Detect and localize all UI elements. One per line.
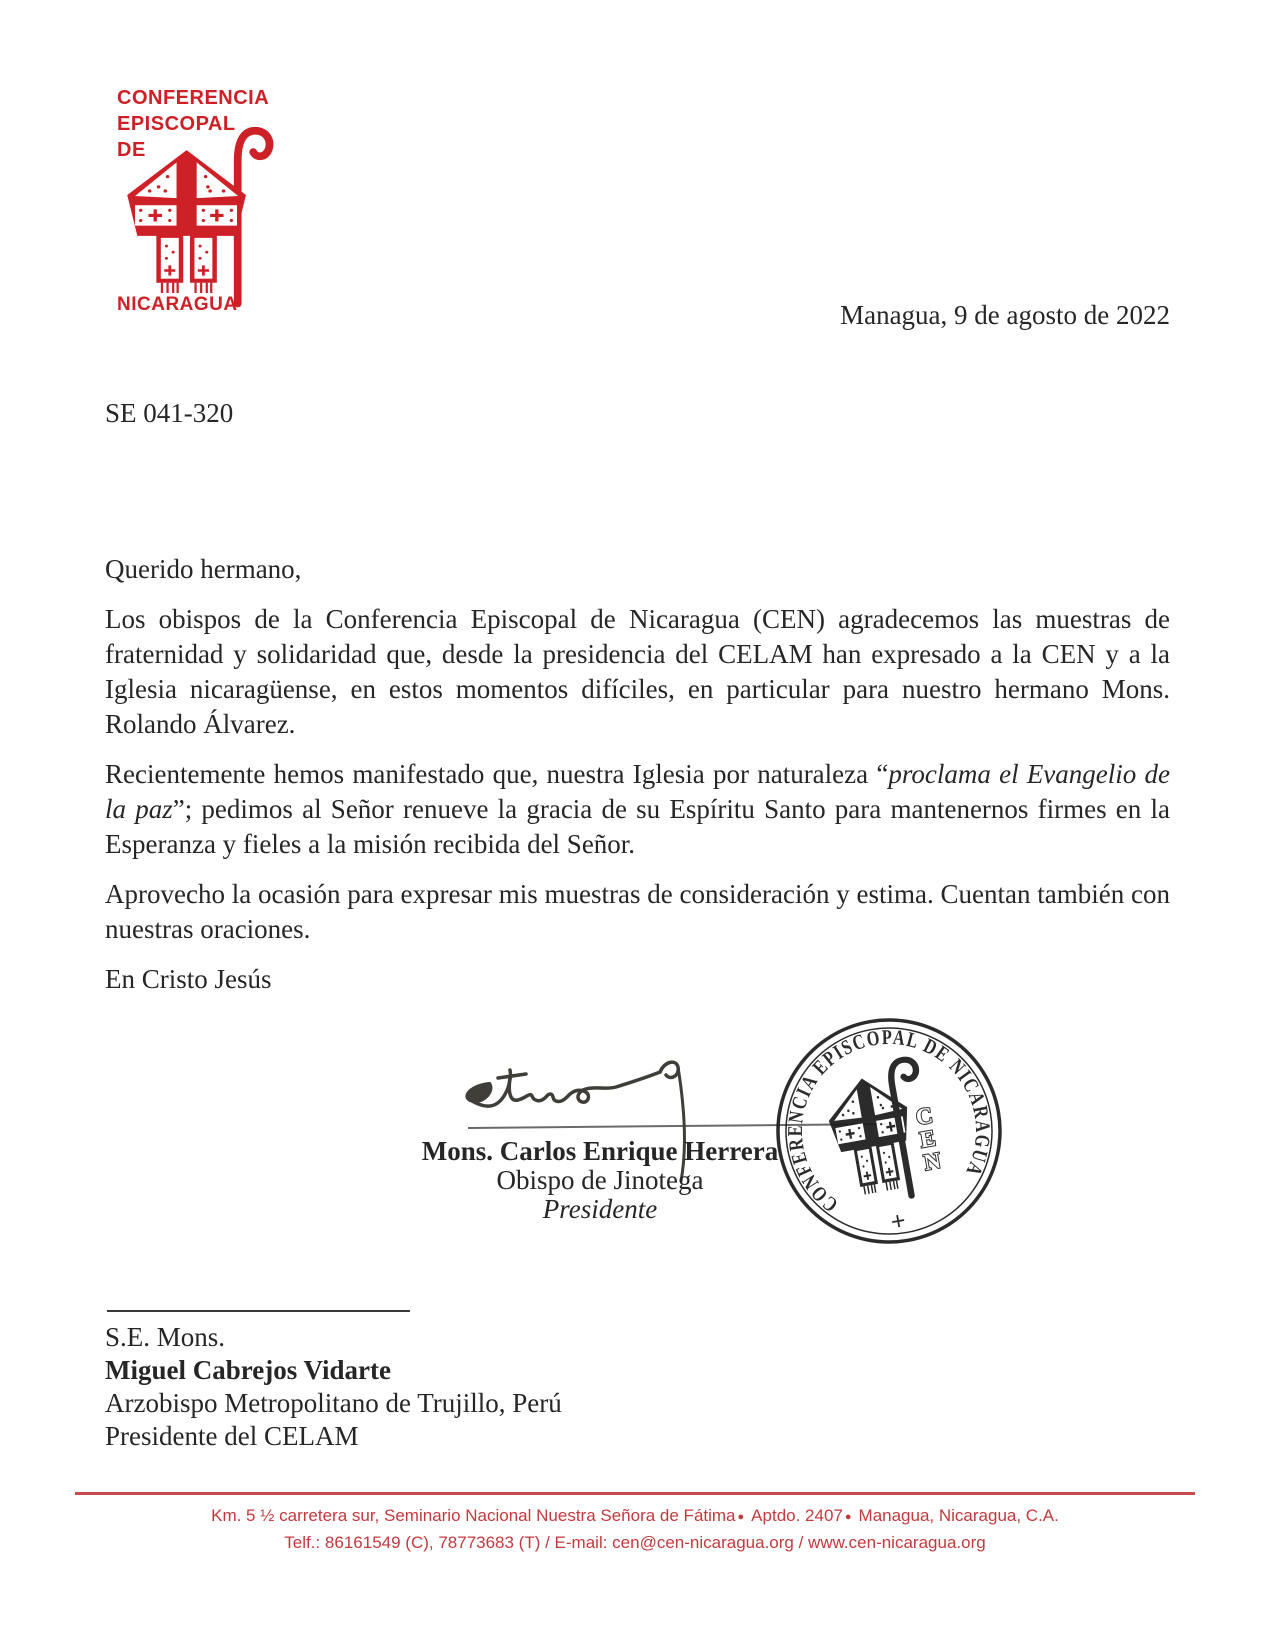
seal-ring-text: CONFERENCIA EPISCOPAL DE NICARAGUA <box>782 1024 996 1218</box>
footer-address-part2: Aptdo. 2407 <box>751 1506 843 1525</box>
letter-body <box>105 552 1170 1012</box>
addressee-title: Arzobispo Metropolitano de Trujillo, Perú <box>105 1388 562 1418</box>
cen-letterhead-logo <box>105 82 290 322</box>
logo-word-de: DE <box>117 139 146 161</box>
addressee-salutation: S.E. Mons. <box>105 1322 226 1352</box>
seal-letter-e: E <box>917 1125 938 1153</box>
footer-dot-separator: ● <box>737 1511 745 1523</box>
date-line: Managua, 9 de agosto de 2022 <box>840 300 1170 330</box>
paragraph-2-quote-italic: proclama el Evangelio de la paz <box>105 759 1171 824</box>
footer-contact-line: Telf.: 86161549 (C), 78773683 (T) / E-mail: cen@cen-nicaragua.org / www.cen-nicaragua.org <box>284 1533 986 1552</box>
mitre-crozier-logo-icon <box>115 118 280 313</box>
closing-line: En Cristo Jesús <box>105 964 272 994</box>
footer <box>0 1503 1270 1555</box>
seal-letter-c: C <box>913 1102 935 1130</box>
salutation: Querido hermano, <box>105 554 302 584</box>
footer-rule <box>75 1492 1195 1495</box>
footer-address-line <box>0 1503 1270 1530</box>
signer-role: Presidente <box>542 1194 658 1224</box>
footer-address-part3: Managua, Nicaragua, C.A. <box>858 1506 1059 1525</box>
reference-number: SE 041-320 <box>105 398 234 428</box>
signer-block <box>415 1137 785 1224</box>
paragraph-2-text-end: ”; pedimos al Señor renueve la gracia de su Espíritu Santo para mantenernos firmes en la Esperanza y fieles a la misión recibida del Señor. <box>105 794 1170 859</box>
addressee-role: Presidente del CELAM <box>105 1421 359 1451</box>
addressee-name: Miguel Cabrejos Vidarte <box>105 1355 391 1385</box>
paragraph-3: Aprovecho la ocasión para expresar mis muestras de consideración y estima. Cuentan también con nuestras oraciones. <box>105 879 1170 944</box>
footer-dot-separator: ● <box>844 1511 852 1523</box>
cen-round-seal <box>770 1012 1008 1250</box>
logo-word-episcopal: EPISCOPAL <box>117 113 236 135</box>
paragraph-1: Los obispos de la Conferencia Episcopal de Nicaragua (CEN) agradecemos las muestras de fraternidad y solidaridad que, desde la presidencia del CELAM han expresado a la CEN y a la Iglesia nicaragüense, en estos momentos difíciles, en particular para nuestro hermano Mons. Rolando Álvarez. <box>105 604 1170 739</box>
signer-name: Mons. Carlos Enrique Herrera <box>421 1136 779 1166</box>
footer-address-part1: Km. 5 ½ carretera sur, Seminario Nacional Nuestra Señora de Fátima <box>211 1506 736 1525</box>
paragraph-2 <box>105 757 1170 862</box>
seal-plus-mark: + <box>888 1205 909 1237</box>
logo-word-conferencia: CONFERENCIA <box>117 87 270 109</box>
signer-title: Obispo de Jinotega <box>496 1165 704 1195</box>
seal-letter-n: N <box>921 1147 943 1176</box>
addressee-block <box>105 1321 562 1453</box>
signature-rule <box>107 1310 410 1312</box>
logo-word-nicaragua: NICARAGUA <box>117 294 238 315</box>
paragraph-2-text: Recientemente hemos manifestado que, nuestra Iglesia por naturaleza “ <box>105 759 889 789</box>
